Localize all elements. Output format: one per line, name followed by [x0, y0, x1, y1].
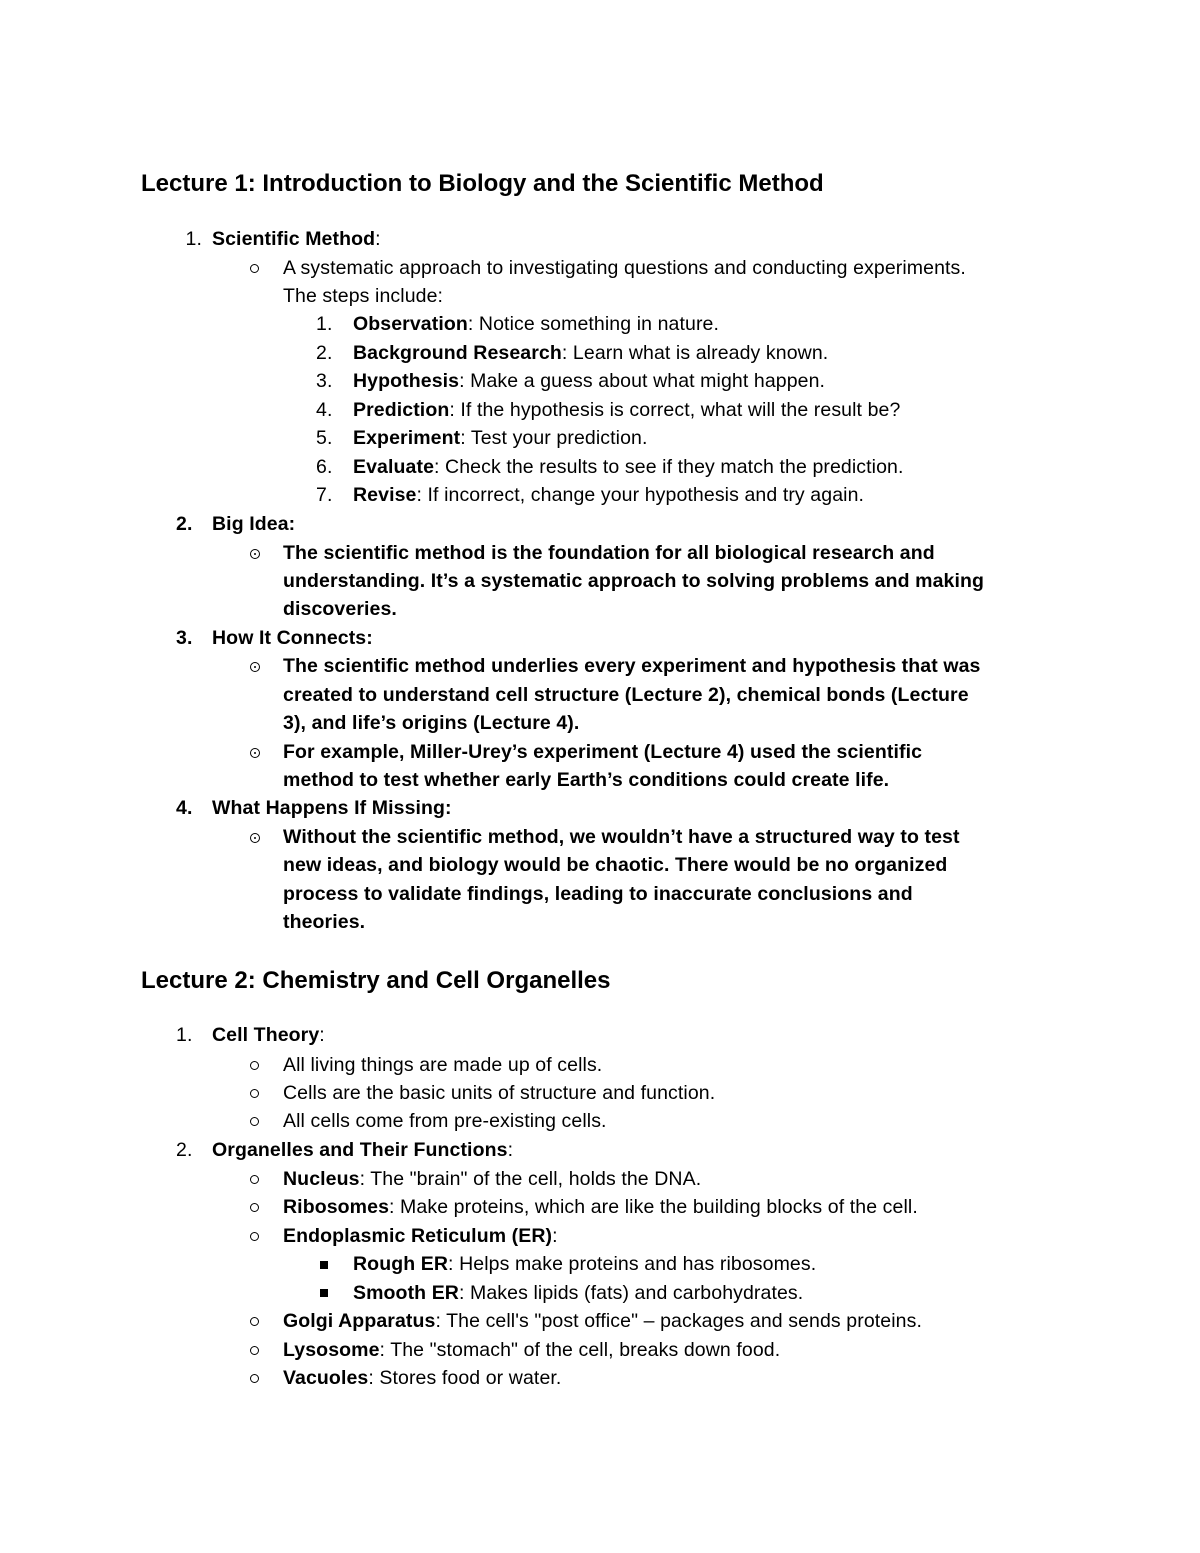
organelle-nucleus: Nucleus: The "brain" of the cell, holds the DNA.: [283, 1168, 702, 1190]
organelle-lysosome: Lysosome: The "stomach" of the cell, breaks down food.: [283, 1339, 781, 1361]
bullet-line: understanding. It’s a systematic approach to solving problems and making: [283, 570, 985, 592]
bullet-line: For example, Miller-Urey’s experiment (Lecture 4) used the scientific: [283, 741, 923, 763]
step-item: Evaluate: Check the results to see if they match the prediction.: [353, 456, 904, 478]
paragraph-line: A systematic approach to investigating questions and conducting experiments.: [283, 257, 966, 279]
dotted-circle-bullet-icon: [250, 549, 260, 559]
bullet-line: Cells are the basic units of structure and function.: [283, 1082, 716, 1104]
organelle-ribosomes: Ribosomes: Make proteins, which are like the building blocks of the cell.: [283, 1196, 918, 1218]
step-item: Background Research: Learn what is already known.: [353, 342, 829, 364]
lecture-2-title: Lecture 2: Chemistry and Cell Organelles: [141, 967, 611, 994]
hollow-bullet-icon: [250, 1061, 259, 1070]
bullet-line: All living things are made up of cells.: [283, 1054, 603, 1076]
step-item: Prediction: If the hypothesis is correct, what will the result be?: [353, 399, 901, 421]
step-item: Observation: Notice something in nature.: [353, 313, 720, 335]
hollow-bullet-icon: [250, 264, 259, 273]
dotted-circle-bullet-icon: [250, 662, 260, 672]
dotted-circle-bullet-icon: [250, 833, 260, 843]
bullet-line: new ideas, and biology would be chaotic. There would be no organized: [283, 854, 948, 876]
hollow-bullet-icon: [250, 1317, 259, 1326]
hollow-bullet-icon: [250, 1117, 259, 1126]
step-item: Revise: If incorrect, change your hypothesis and try again.: [353, 484, 865, 506]
paragraph-line: The steps include:: [283, 285, 444, 307]
bullet-line: method to test whether early Earth’s conditions could create life.: [283, 769, 890, 791]
step-number: 2.: [316, 342, 333, 364]
hollow-bullet-icon: [250, 1089, 259, 1098]
list-item-cell-theory: Cell Theory:: [212, 1024, 325, 1046]
step-item: Hypothesis: Make a guess about what might happen.: [353, 370, 826, 392]
bullet-line: discoveries.: [283, 598, 397, 620]
hollow-bullet-icon: [250, 1203, 259, 1212]
step-number: 5.: [316, 427, 333, 449]
step-number: 4.: [316, 399, 333, 421]
bullet-line: created to understand cell structure (Lecture 2), chemical bonds (Lecture: [283, 684, 969, 706]
bullet-line: The scientific method underlies every experiment and hypothesis that was: [283, 655, 981, 677]
list-item-how-it-connects: How It Connects:: [212, 627, 373, 649]
hollow-bullet-icon: [250, 1374, 259, 1383]
list-number: 3.: [176, 627, 193, 649]
bullet-line: theories.: [283, 911, 366, 933]
document-page: Lecture 1: Introduction to Biology and the Scientific Method 1. Scientific Method: A systematic approach to investigating questions and conducting experiments. The steps include: 1. Observation: Notice something in nature. 2. Background Research: Learn what is already known. 3. Hypothesis: Make a guess about what might happen. 4. Prediction: If the hypothesis is correct, what will the result be? 5. Experiment: Test your prediction. 6. Evaluate: Check the results to see if they match the prediction. 7. Revise: If incorrect, change your hypothesis and try again. 2. Big Idea: The scientific method is the foundation for all biological research and understanding. It’s a systematic approach to solving problems and making discoveries. 3. How It Connects: The scientific method underlies every experiment and hypothesis that was created to understand cell structure (Lecture 2), chemical bonds (Lecture 3), and life’s origins (Lecture 4). For example, Miller-Urey’s experiment (Lecture 4) used the scientific method to test whether early Earth’s conditions could create life. 4. What Happens If Missing: Without the scientific method, we wouldn’t have a structured way to test new ideas, and biology would be chaotic. There would be no organized process to validate findings, leading to inaccurate conclusions and theories. Lecture 2: Chemistry and Cell Organelles 1. Cell Theory: All living things are made up of cells. Cells are the basic units of structure and function. All cells come from pre-existing cells. 2. Organelles and Their Functions: Nucleus: The "brain" of the cell, holds the DNA. Ribosomes: Make proteins, which are like the building blocks of the cell. Endoplasmic Reticulum (ER): Rough ER: Helps make proteins and has ribosomes. Smooth ER: Makes lipids (fats) and carbohydrates. Golgi Apparatus: The cell's "post office" – packages and sends proteins. Lysosome: The "stomach" of the cell, breaks down food. Vacuoles: Stores food or water.: [0, 0, 1200, 1553]
bullet-line: process to validate findings, leading to inaccurate conclusions and: [283, 883, 913, 905]
organelle-vacuoles: Vacuoles: Stores food or water.: [283, 1367, 562, 1389]
organelle-golgi: Golgi Apparatus: The cell's "post office" – packages and sends proteins.: [283, 1310, 922, 1332]
bullet-line: 3), and life’s origins (Lecture 4).: [283, 712, 580, 734]
list-number: 2.: [176, 1139, 193, 1161]
term: Scientific Method: [212, 228, 376, 250]
step-item: Experiment: Test your prediction.: [353, 427, 648, 449]
list-number: 4.: [176, 797, 193, 819]
list-number: 1.: [176, 1024, 193, 1046]
step-number: 3.: [316, 370, 333, 392]
step-number: 6.: [316, 456, 333, 478]
hollow-bullet-icon: [250, 1175, 259, 1184]
list-item-what-happens-if-missing: What Happens If Missing:: [212, 797, 452, 819]
step-number: 1.: [316, 313, 333, 335]
bullet-line: The scientific method is the foundation for all biological research and: [283, 542, 935, 564]
square-bullet-icon: [320, 1261, 328, 1269]
bullet-line: Without the scientific method, we wouldn’t have a structured way to test: [283, 826, 960, 848]
hollow-bullet-icon: [250, 1232, 259, 1241]
hollow-bullet-icon: [250, 1346, 259, 1355]
lecture-1-title: Lecture 1: Introduction to Biology and the Scientific Method: [141, 170, 824, 197]
list-item-big-idea: Big Idea:: [212, 513, 296, 535]
organelle-rough-er: Rough ER: Helps make proteins and has ribosomes.: [353, 1253, 817, 1275]
bullet-line: All cells come from pre-existing cells.: [283, 1110, 607, 1132]
list-item-organelles: Organelles and Their Functions:: [212, 1139, 514, 1161]
organelle-er: Endoplasmic Reticulum (ER):: [283, 1225, 558, 1247]
square-bullet-icon: [320, 1289, 328, 1297]
organelle-smooth-er: Smooth ER: Makes lipids (fats) and carbohydrates.: [353, 1282, 804, 1304]
list-number: 2.: [176, 513, 193, 535]
step-number: 7.: [316, 484, 333, 506]
dotted-circle-bullet-icon: [250, 748, 260, 758]
list-item-scientific-method: Scientific Method:: [212, 228, 381, 250]
